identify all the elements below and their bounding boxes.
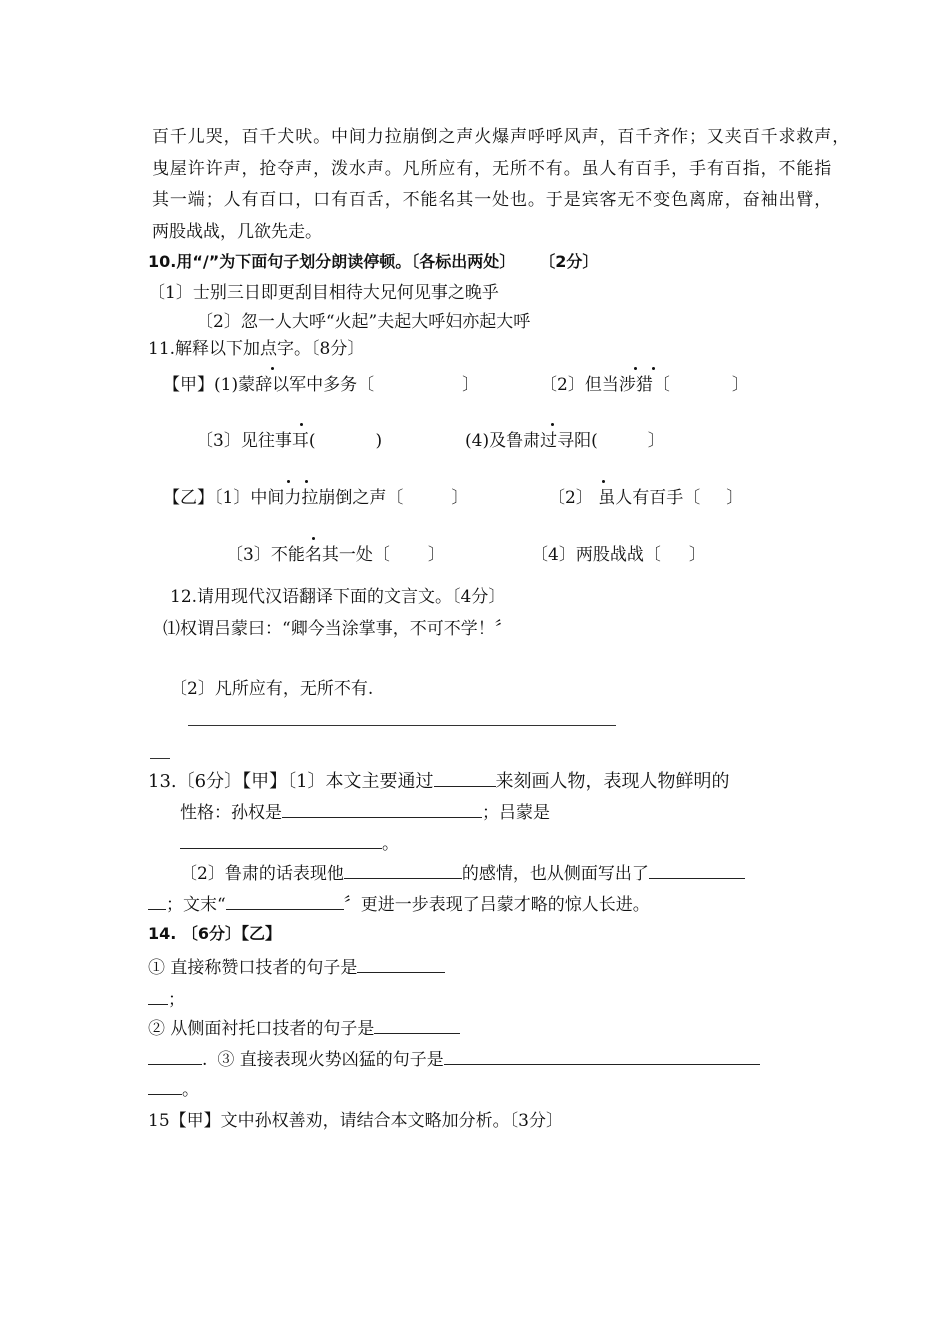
blank-sunquan[interactable] <box>282 801 482 818</box>
emphasis-dot <box>305 480 308 483</box>
q11-title: 11.解释以下加点字。〔8分〕 <box>148 339 365 359</box>
passage-line-4: 两股战战，几欲先走。 <box>152 222 322 242</box>
blank-side-writing-cont[interactable] <box>148 893 166 910</box>
emphasis-dot <box>602 480 605 483</box>
q11-yi-item-2: 〔2〕 虽人有百手〔 〕 <box>548 488 744 508</box>
q11-jia-item-4: (4)及鲁肃过寻阳( 〕 <box>465 431 665 451</box>
q11-yi-row-1: 【乙】〔1〕中间力拉崩倒之声〔 〕 <box>163 488 469 508</box>
q15-text: 15【甲】文中孙权善劝，请结合本文略加分析。〔3分〕 <box>148 1111 563 1131</box>
q13-line-4: 〔2〕鲁肃的话表现他 的感情，也从侧面写出了 <box>180 862 745 885</box>
passage-line-3: 其一端；人有百口，口有百舌，不能名其一处也。于是宾客无不变色离席，奋袖出臂， <box>152 190 833 210</box>
blank-side-writing[interactable] <box>649 862 745 879</box>
blank-praise-cont[interactable] <box>148 988 168 1005</box>
blank-lvmeng[interactable] <box>180 832 382 849</box>
q11-jia-item-1: (1)蒙辞以军中多务〔 <box>214 375 375 395</box>
jia-tag: 【甲】 <box>163 375 214 395</box>
q14-title: 14. 〔6分〕【乙】 <box>148 924 282 943</box>
q10-sentence-1: 〔1〕士别三日即更刮目相待大兄何见事之晚乎 <box>148 283 499 303</box>
q14-item-2-3: . ③ 直接表现火势凶猛的句子是 <box>148 1048 760 1071</box>
q11-yi-item-3: 〔3〕不能名其一处〔 〕 <box>226 545 445 565</box>
blank-contrast[interactable] <box>374 1017 460 1034</box>
q11-yi-item-4: 〔4〕两股战战〔 〕 <box>531 545 706 565</box>
q14-item-1: ① 直接称赞口技者的句子是 <box>148 956 445 979</box>
q13-line-5: ；文末“ 〞更进一步表现了吕蒙才略的惊人长进。 <box>148 893 650 916</box>
answer-line[interactable] <box>150 758 170 759</box>
blank-contrast-cont[interactable] <box>148 1048 202 1065</box>
q12-sentence-2: 〔2〕凡所应有，无所不有. <box>170 679 374 699</box>
q11-jia-row-1: 【甲】(1)蒙辞以军中多务〔 〕 <box>163 375 480 395</box>
q10-sentence-2: 〔2〕忽一人大呼“火起”夫起大呼妇亦起大呼 <box>196 312 531 332</box>
q10-title: 10.用“/”为下面句子划分朗读停顿。〔各标出两处〕 〔2分〕 <box>148 252 599 271</box>
answer-line[interactable] <box>188 725 616 726</box>
emphasis-dot <box>300 423 303 426</box>
blank-lusu-feeling[interactable] <box>344 862 462 879</box>
q11-yi-item-1: 〔1〕中间力拉崩倒之声〔 <box>214 488 404 508</box>
q14-item-1-cont: ； <box>148 988 185 1011</box>
q14-item-2: ② 从侧面衬托口技者的句子是 <box>148 1017 460 1040</box>
q12-title: 12.请用现代汉语翻译下面的文言文。〔4分〕 <box>170 587 506 607</box>
emphasis-dot <box>634 367 637 370</box>
q13-line-2: 性格：孙权是 ；吕蒙是 <box>180 803 550 823</box>
blank-method[interactable] <box>434 770 496 787</box>
q13-line-3: 。 <box>180 832 399 855</box>
q13-line-1: 13.〔6分〕【甲】〔1〕本文主要通过 来刻画人物，表现人物鲜明的 <box>148 771 730 792</box>
q14-item-3-cont: 。 <box>148 1078 199 1101</box>
q12-sentence-1: ⑴权谓吕蒙曰：“卿今当涂掌事，不可不学！〞 <box>163 619 512 639</box>
blank-praise[interactable] <box>357 956 445 973</box>
emphasis-dot <box>287 480 290 483</box>
emphasis-dot <box>312 537 315 540</box>
blank-fire-cont[interactable] <box>148 1078 182 1095</box>
passage-line-2: 曳屋许许声，抢夺声，泼水声。凡所应有，无所不有。虽人有百手，手有百指，不能指 <box>152 159 833 179</box>
yi-tag: 【乙】 <box>163 488 214 508</box>
q11-jia-item-3: 〔3〕见往事耳( ) <box>196 431 383 451</box>
passage-line-1: 百千儿哭，百千犬吠。中间力拉崩倒之声火爆声呼呼风声，百千齐作；又夹百千求救声， <box>152 127 851 147</box>
blank-fire[interactable] <box>444 1048 760 1065</box>
emphasis-dot <box>271 367 274 370</box>
blank-ending-quote[interactable] <box>226 893 344 910</box>
emphasis-dot <box>652 367 655 370</box>
q11-jia-item-2: 〔2〕但当涉猎〔 〕 <box>540 375 749 395</box>
emphasis-dot <box>551 423 554 426</box>
